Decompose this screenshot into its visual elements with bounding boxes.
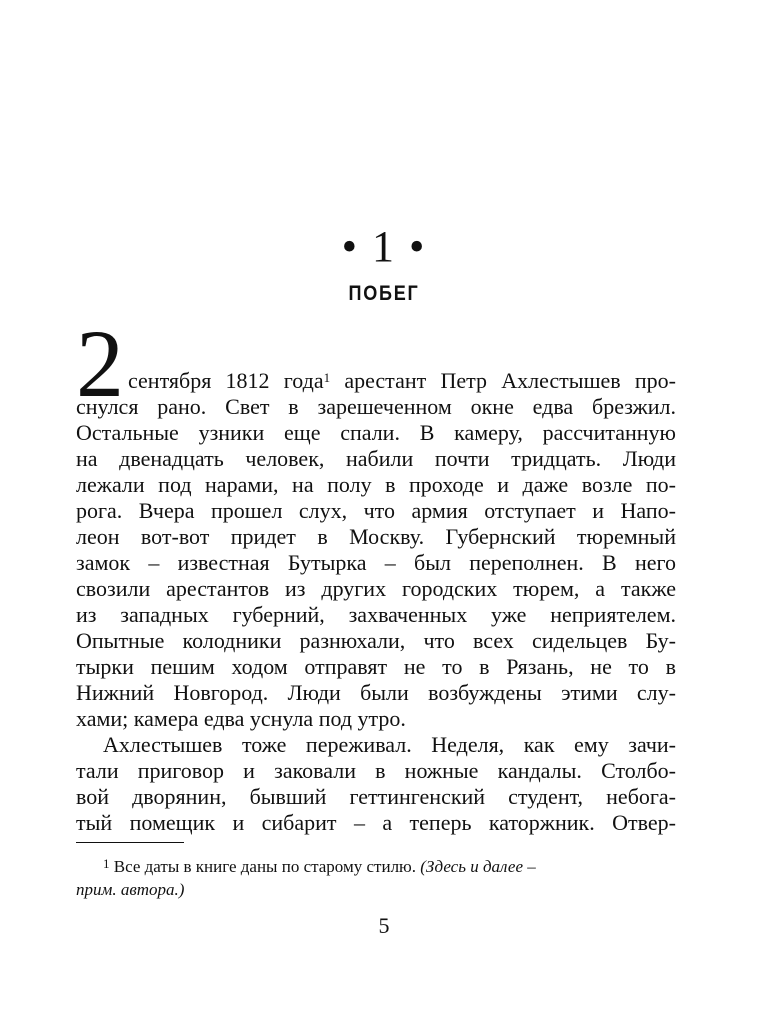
body-line: леон вот-вот придет в Москву. Губернский тюремный (76, 524, 676, 549)
footnote-italic-continuation: прим. автора.) (76, 880, 185, 899)
body-line: на двенадцать человек, набили почти тридцать. Люди (76, 446, 676, 471)
footnote-italic: (Здесь и далее – (420, 857, 536, 876)
footnote-text: Все даты в книге даны по старому стилю. (109, 857, 421, 876)
body-line: Нижний Новгород. Люди были возбуждены этими слу- (76, 680, 676, 705)
first-line-end: арестант Петр Ахлестышев про- (330, 368, 676, 393)
page-number: 5 (378, 913, 390, 938)
chapter-number: • 1 • (341, 222, 427, 271)
chapter-title: ПОБЕГ (348, 282, 420, 305)
body-line: Опытные колодники разнюхали, что всех сидельцев Бу- (76, 628, 676, 653)
body-line: тали приговор и заковали в ножные кандалы. Столбо- (76, 758, 676, 783)
footnote-divider (76, 842, 184, 843)
drop-cap: 2 (76, 310, 124, 417)
body-line: рога. Вчера прошел слух, что армия отступает и Напо- (76, 498, 676, 523)
footnote-line-2 (76, 879, 184, 901)
footnote-reference[interactable]: 1 (323, 370, 331, 385)
body-line: свозили арестантов из других городских тюрем, а также (76, 576, 676, 601)
body-line: Остальные узники еще спали. В камеру, рассчитанную (76, 420, 676, 445)
body-line: тырки пешим ходом отправят не то в Рязань, не то в (76, 654, 676, 679)
body-line: тый помещик и сибарит – а теперь каторжник. Отвер- (76, 810, 676, 835)
body-line: хами; камера едва уснула под утро. (76, 706, 406, 731)
footnote-line-1 (103, 856, 536, 878)
footnote-mark: 1 (103, 856, 110, 871)
body-line-first (128, 368, 676, 394)
body-line: замок – известная Бутырка – был переполнен. В него (76, 550, 676, 575)
body-line: из западных губерний, захваченных уже неприятелем. (76, 602, 676, 627)
first-line-start: сентября 1812 года (128, 368, 324, 393)
body-line-paragraph-start: Ахлестышев тоже переживал. Неделя, как ему зачи- (103, 732, 676, 757)
body-line: вой дворянин, бывший геттингенский студент, небога- (76, 784, 676, 809)
body-line: снулся рано. Свет в зарешеченном окне едва брезжил. (76, 394, 676, 419)
body-line: лежали под нарами, на полу в проходе и даже возле по- (76, 472, 676, 497)
